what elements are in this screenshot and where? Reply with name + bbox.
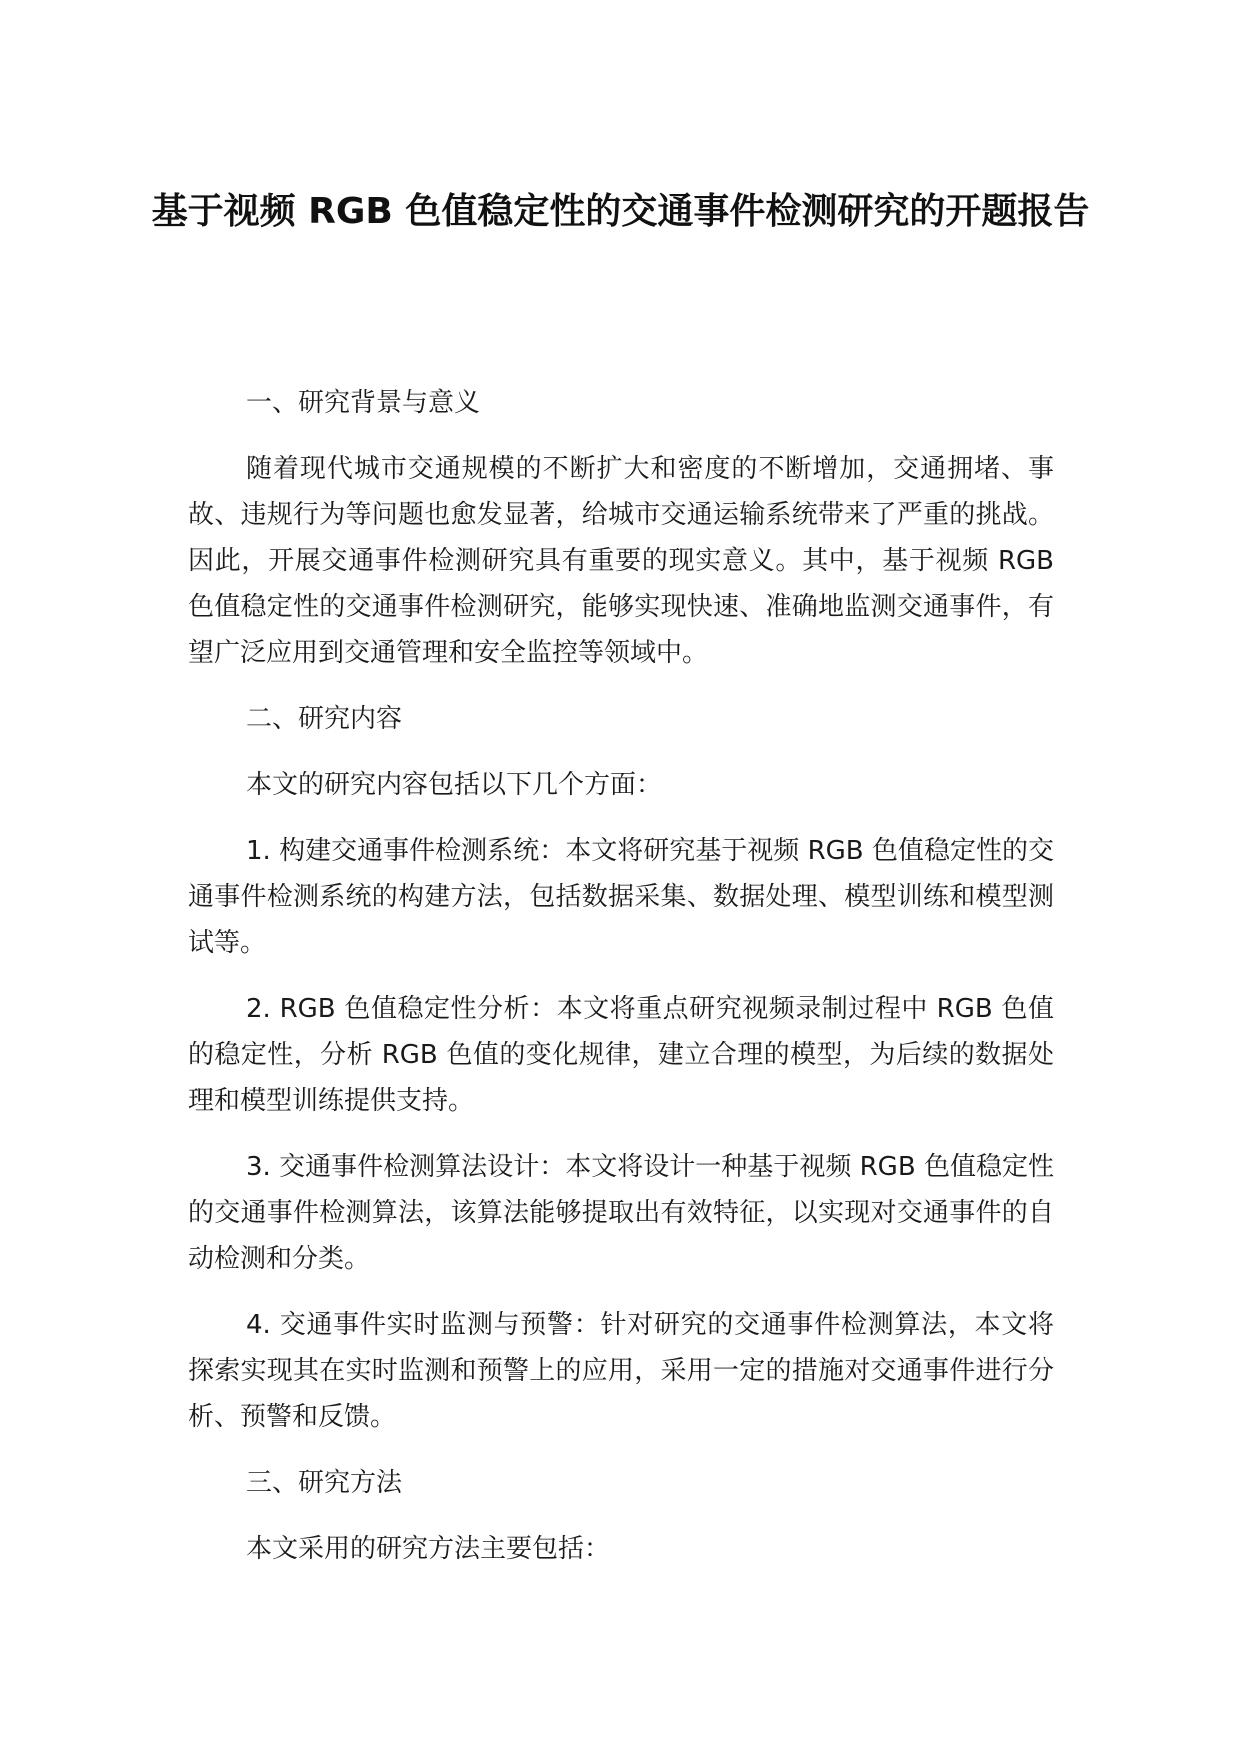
paragraph-background: 随着现代城市交通规模的不断扩大和密度的不断增加，交通拥堵、事故、违规行为等问题也愈发显著，给城市交通运输系统带来了严重的挑战。因此，开展交通事件检测研究具有重要的现实意义。其中，基于视频 RGB 色值稳定性的交通事件检测研究，能够实现快速、准确地监测交通事件，有望广泛应用到交通管理和安全监控等领域中。 xyxy=(188,454,1054,668)
section-heading-methods: 三、研究方法 xyxy=(246,1468,403,1498)
paragraph-methods-intro: 本文采用的研究方法主要包括： xyxy=(246,1534,611,1564)
list-item-2: 2. RGB 色值稳定性分析：本文将重点研究视频录制过程中 RGB 色值的稳定性，分析 RGB 色值的变化规律，建立合理的模型，为后续的数据处理和模型训练提供支持。 xyxy=(188,994,1054,1116)
document-title: 基于视频 RGB 色值稳定性的交通事件检测研究的开题报告 xyxy=(151,191,1090,232)
paragraph-content-intro: 本文的研究内容包括以下几个方面： xyxy=(246,770,663,800)
document-body xyxy=(188,380,1054,1592)
list-item-3: 3. 交通事件检测算法设计：本文将设计一种基于视频 RGB 色值稳定性的交通事件检测算法，该算法能够提取出有效特征，以实现对交通事件的自动检测和分类。 xyxy=(188,1152,1054,1274)
list-item-1: 1. 构建交通事件检测系统：本文将研究基于视频 RGB 色值稳定性的交通事件检测系统的构建方法，包括数据采集、数据处理、模型训练和模型测试等。 xyxy=(188,836,1054,958)
list-item-4: 4. 交通事件实时监测与预警：针对研究的交通事件检测算法，本文将探索实现其在实时监测和预警上的应用，采用一定的措施对交通事件进行分析、预警和反馈。 xyxy=(188,1310,1054,1432)
section-heading-background: 一、研究背景与意义 xyxy=(246,388,481,418)
section-heading-content: 二、研究内容 xyxy=(246,704,403,734)
